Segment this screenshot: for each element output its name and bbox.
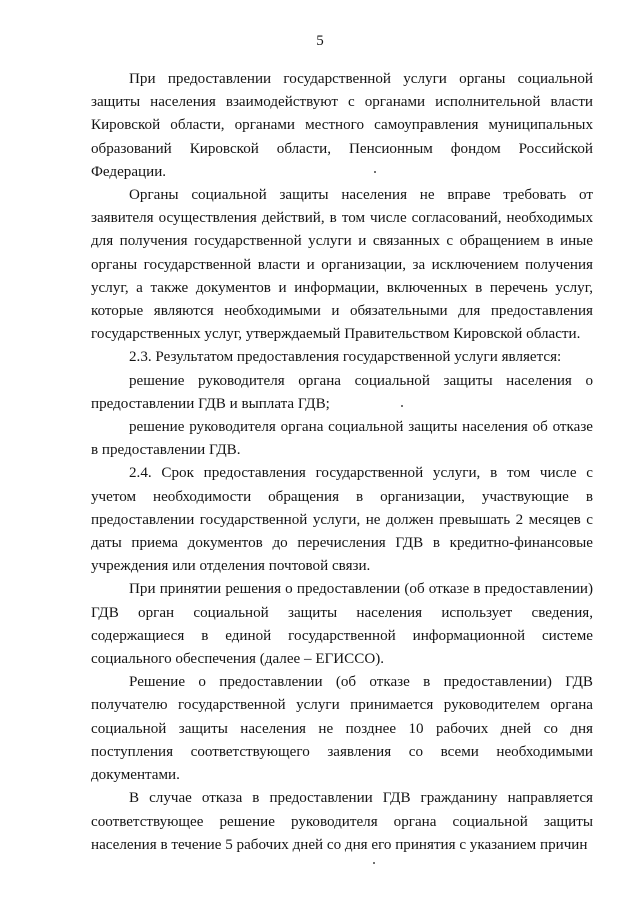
paragraph-decision-deadline: Решение о предоставлении (об отказе в предоставлении) ГДВ получателю государственной услуги принимается руководителем органа социальной защиты населения не позднее 10 рабочих дней со дня поступления соответствующего заявления со всеми необходимыми документами. (91, 674, 593, 784)
scan-speck (401, 405, 403, 407)
scan-speck (373, 862, 375, 864)
paragraph-term: 2.4. Срок предоставления государственной услуги, в том числе с учетом необходимости обращения в организации, участвующие в предоставлении государственной услуги, не должен превышать 2 месяцев с даты приема документов до перечисления ГДВ в кредитно-финансовые учреждения или отделения почтовой связи. (91, 465, 593, 575)
paragraph-result-heading: 2.3. Результатом предоставления государственной услуги является: (129, 349, 562, 366)
paragraph-result-grant: решение руководителя органа социальной защиты населения о предоставлении ГДВ и выплата ГДВ; (91, 372, 593, 412)
paragraph-interaction: При предоставлении государственной услуги органы социальной защиты населения взаимодействуют с органами исполнительной власти Кировской области, органами местного самоуправления муниципальных образований Кировской области, Пенсионным фондом Российской Федерации. (91, 71, 593, 180)
document-body (91, 68, 593, 857)
paragraph-refusal-notice: В случае отказа в предоставлении ГДВ гражданину направляется соответствующее решение руководителя органа социальной защиты населения в течение 5 рабочих дней со дня его принятия с указанием причин (91, 790, 593, 853)
paragraph-egisso: При принятии решения о предоставлении (об отказе в предоставлении) ГДВ орган социальной защиты населения использует сведения, содержащиеся в единой государственной информационной системе социального обеспечения (далее – ЕГИССО). (91, 581, 593, 668)
page-number: 5 (316, 33, 324, 49)
paragraph-restrictions: Органы социальной защиты населения не вправе требовать от заявителя осуществления действий, в том числе согласований, необходимых для получения государственной услуги и связанных с обращением в иные органы государственной власти и организации, за исключением получения услуг, а также документов и информации, включенных в перечень услуг, которые являются необходимыми и обязательными для предоставления государственных услуг, утверждаемый Правительством Кировской области. (91, 187, 593, 343)
paragraph-result-refusal: решение руководителя органа социальной защиты населения об отказе в предоставлении ГДВ. (91, 419, 593, 459)
scan-speck (374, 171, 376, 173)
